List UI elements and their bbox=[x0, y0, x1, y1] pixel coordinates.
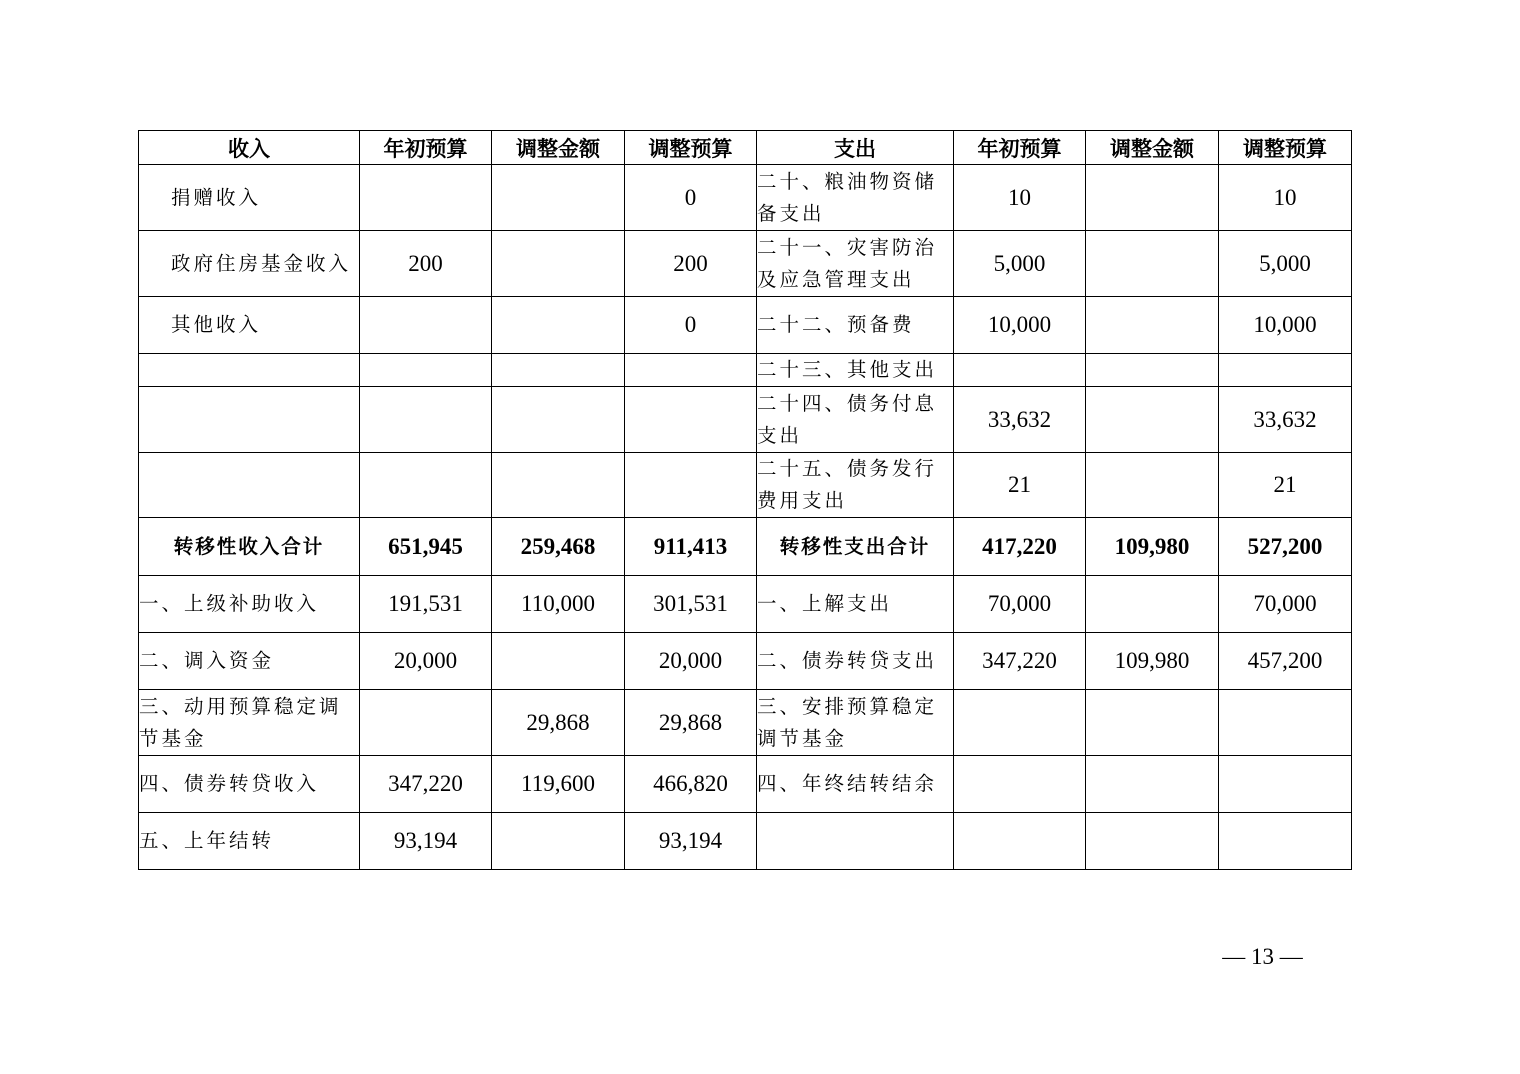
table-row-transfer-total bbox=[139, 518, 1352, 576]
income-initial: 20,000 bbox=[360, 633, 492, 690]
expenditure-adjusted: 21 bbox=[1219, 453, 1352, 518]
expenditure-initial: 10,000 bbox=[954, 297, 1086, 354]
budget-adjustment-table bbox=[138, 130, 1352, 870]
expenditure-adjustment bbox=[1086, 690, 1219, 756]
income-adjusted: 0 bbox=[625, 297, 757, 354]
expenditure-adjustment bbox=[1086, 231, 1219, 297]
header-income-adjustment: 调整金额 bbox=[492, 131, 625, 165]
expenditure-label: 二十五、债务发行费用支出 bbox=[757, 453, 954, 518]
income-adjusted: 466,820 bbox=[625, 756, 757, 813]
expenditure-label: 二十四、债务付息支出 bbox=[757, 387, 954, 453]
income-label: 三、动用预算稳定调节基金 bbox=[139, 690, 360, 756]
income-adjusted: 301,531 bbox=[625, 576, 757, 633]
income-initial: 347,220 bbox=[360, 756, 492, 813]
income-adjustment: 259,468 bbox=[492, 518, 625, 576]
table-row bbox=[139, 354, 1352, 387]
expenditure-label: 二十二、预备费 bbox=[757, 297, 954, 354]
expenditure-adjustment bbox=[1086, 756, 1219, 813]
expenditure-initial: 21 bbox=[954, 453, 1086, 518]
expenditure-adjusted bbox=[1219, 756, 1352, 813]
income-label: 四、债券转贷收入 bbox=[139, 756, 360, 813]
income-label: 捐赠收入 bbox=[139, 165, 360, 231]
expenditure-label: 转移性支出合计 bbox=[757, 518, 954, 576]
expenditure-adjustment bbox=[1086, 165, 1219, 231]
table-row bbox=[139, 231, 1352, 297]
expenditure-adjustment bbox=[1086, 297, 1219, 354]
expenditure-label: 三、安排预算稳定调节基金 bbox=[757, 690, 954, 756]
expenditure-initial: 347,220 bbox=[954, 633, 1086, 690]
income-initial: 93,194 bbox=[360, 813, 492, 870]
table-row bbox=[139, 813, 1352, 870]
income-adjusted: 0 bbox=[625, 165, 757, 231]
income-initial bbox=[360, 354, 492, 387]
expenditure-adjustment bbox=[1086, 354, 1219, 387]
expenditure-initial bbox=[954, 690, 1086, 756]
expenditure-adjustment bbox=[1086, 453, 1219, 518]
income-label bbox=[139, 387, 360, 453]
expenditure-initial bbox=[954, 756, 1086, 813]
table-row bbox=[139, 453, 1352, 518]
expenditure-adjustment: 109,980 bbox=[1086, 633, 1219, 690]
expenditure-adjustment bbox=[1086, 813, 1219, 870]
expenditure-adjusted bbox=[1219, 354, 1352, 387]
expenditure-adjusted: 10 bbox=[1219, 165, 1352, 231]
income-adjusted bbox=[625, 354, 757, 387]
income-initial: 191,531 bbox=[360, 576, 492, 633]
expenditure-adjusted bbox=[1219, 813, 1352, 870]
expenditure-adjusted: 33,632 bbox=[1219, 387, 1352, 453]
expenditure-label: 二、债券转贷支出 bbox=[757, 633, 954, 690]
expenditure-adjusted: 70,000 bbox=[1219, 576, 1352, 633]
header-expenditure-initial-budget: 年初预算 bbox=[954, 131, 1086, 165]
income-label: 二、调入资金 bbox=[139, 633, 360, 690]
header-income-adjusted-budget: 调整预算 bbox=[625, 131, 757, 165]
income-adjustment bbox=[492, 354, 625, 387]
expenditure-adjusted: 5,000 bbox=[1219, 231, 1352, 297]
income-adjusted: 93,194 bbox=[625, 813, 757, 870]
income-label: 一、上级补助收入 bbox=[139, 576, 360, 633]
expenditure-label: 二十一、灾害防治及应急管理支出 bbox=[757, 231, 954, 297]
expenditure-adjustment bbox=[1086, 387, 1219, 453]
income-adjustment bbox=[492, 165, 625, 231]
page-number: — 13 — bbox=[1222, 944, 1303, 969]
table-row bbox=[139, 297, 1352, 354]
income-adjustment bbox=[492, 633, 625, 690]
income-initial: 651,945 bbox=[360, 518, 492, 576]
expenditure-label: 一、上解支出 bbox=[757, 576, 954, 633]
table-row bbox=[139, 165, 1352, 231]
expenditure-adjusted: 10,000 bbox=[1219, 297, 1352, 354]
income-label: 政府住房基金收入 bbox=[139, 231, 360, 297]
income-adjusted: 20,000 bbox=[625, 633, 757, 690]
income-initial bbox=[360, 165, 492, 231]
table-row bbox=[139, 756, 1352, 813]
income-adjustment bbox=[492, 297, 625, 354]
expenditure-label bbox=[757, 813, 954, 870]
expenditure-label: 二十三、其他支出 bbox=[757, 354, 954, 387]
income-adjusted bbox=[625, 387, 757, 453]
income-initial bbox=[360, 297, 492, 354]
income-adjustment: 110,000 bbox=[492, 576, 625, 633]
table-row bbox=[139, 387, 1352, 453]
income-initial: 200 bbox=[360, 231, 492, 297]
income-adjusted: 29,868 bbox=[625, 690, 757, 756]
expenditure-adjusted bbox=[1219, 690, 1352, 756]
table-row bbox=[139, 690, 1352, 756]
expenditure-initial: 5,000 bbox=[954, 231, 1086, 297]
expenditure-initial: 70,000 bbox=[954, 576, 1086, 633]
income-adjustment: 29,868 bbox=[492, 690, 625, 756]
income-adjustment bbox=[492, 231, 625, 297]
table-header-row bbox=[139, 131, 1352, 165]
expenditure-initial: 417,220 bbox=[954, 518, 1086, 576]
income-adjusted: 200 bbox=[625, 231, 757, 297]
header-expenditure-adjustment: 调整金额 bbox=[1086, 131, 1219, 165]
header-income-initial-budget: 年初预算 bbox=[360, 131, 492, 165]
expenditure-adjustment bbox=[1086, 576, 1219, 633]
header-expenditure-adjusted-budget: 调整预算 bbox=[1219, 131, 1352, 165]
income-label bbox=[139, 453, 360, 518]
expenditure-initial bbox=[954, 354, 1086, 387]
expenditure-adjusted: 457,200 bbox=[1219, 633, 1352, 690]
income-adjustment bbox=[492, 387, 625, 453]
expenditure-label: 二十、粮油物资储备支出 bbox=[757, 165, 954, 231]
header-expenditure: 支出 bbox=[757, 131, 954, 165]
expenditure-adjustment: 109,980 bbox=[1086, 518, 1219, 576]
expenditure-adjusted: 527,200 bbox=[1219, 518, 1352, 576]
income-label bbox=[139, 354, 360, 387]
income-adjustment bbox=[492, 813, 625, 870]
expenditure-initial: 33,632 bbox=[954, 387, 1086, 453]
expenditure-label: 四、年终结转结余 bbox=[757, 756, 954, 813]
expenditure-initial: 10 bbox=[954, 165, 1086, 231]
income-initial bbox=[360, 387, 492, 453]
header-income: 收入 bbox=[139, 131, 360, 165]
income-initial bbox=[360, 690, 492, 756]
income-adjustment: 119,600 bbox=[492, 756, 625, 813]
table-row bbox=[139, 576, 1352, 633]
income-adjustment bbox=[492, 453, 625, 518]
income-label: 其他收入 bbox=[139, 297, 360, 354]
expenditure-initial bbox=[954, 813, 1086, 870]
income-adjusted bbox=[625, 453, 757, 518]
income-initial bbox=[360, 453, 492, 518]
table-row bbox=[139, 633, 1352, 690]
income-label: 五、上年结转 bbox=[139, 813, 360, 870]
income-adjusted: 911,413 bbox=[625, 518, 757, 576]
income-label: 转移性收入合计 bbox=[139, 518, 360, 576]
